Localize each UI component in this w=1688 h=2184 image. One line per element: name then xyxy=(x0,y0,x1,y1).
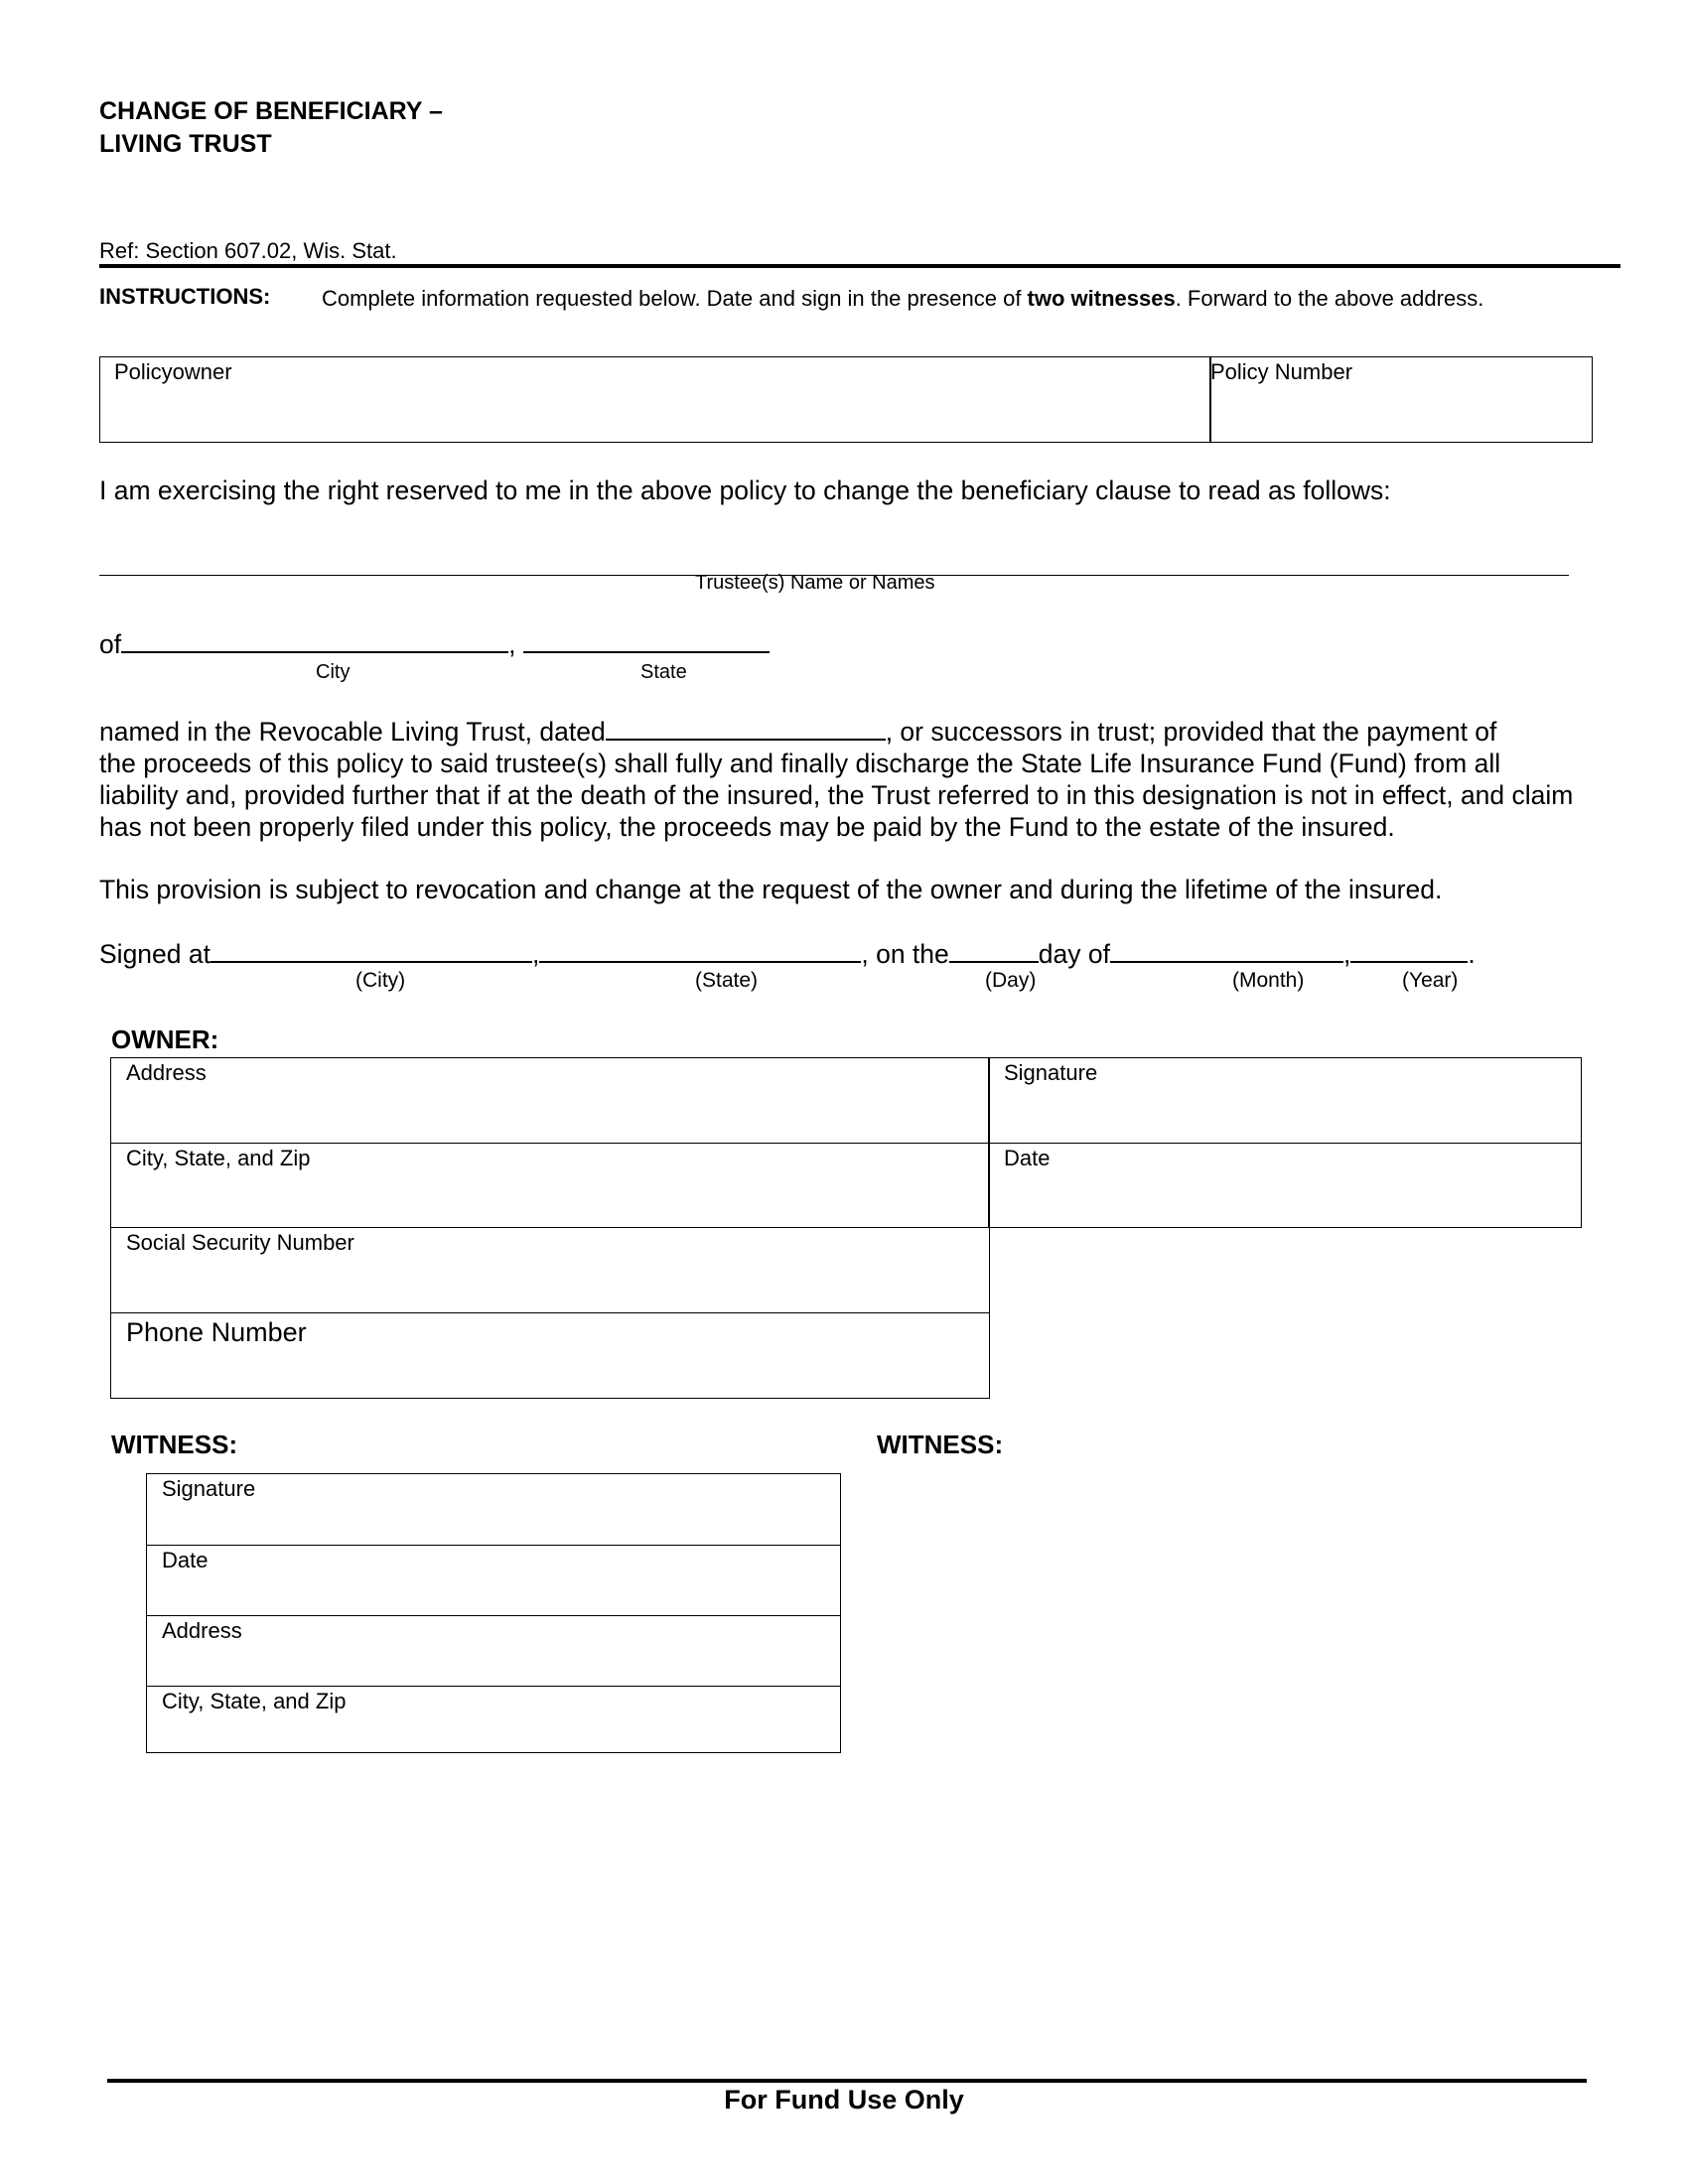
trust-date-blank[interactable] xyxy=(606,715,886,741)
statute-reference: Ref: Section 607.02, Wis. Stat. xyxy=(99,238,397,263)
signed-at-label: Signed at xyxy=(99,939,211,969)
signed-day-blank[interactable] xyxy=(949,937,1039,963)
owner-date-label: Date xyxy=(1004,1146,1051,1170)
policyowner-label: Policyowner xyxy=(114,359,232,384)
trust-dated-pre: named in the Revocable Living Trust, dated xyxy=(99,717,606,747)
signed-day-of: day of xyxy=(1038,939,1110,969)
of-label: of xyxy=(99,629,122,659)
header-divider xyxy=(99,264,1620,268)
witness-date-label: Date xyxy=(162,1548,209,1572)
title-line-1: CHANGE OF BENEFICIARY – xyxy=(99,97,443,125)
signed-at-row xyxy=(99,937,1476,970)
instructions-label: INSTRUCTIONS: xyxy=(99,284,271,309)
owner-heading: OWNER: xyxy=(111,1024,219,1054)
signed-month-caption: (Month) xyxy=(1232,969,1305,992)
owner-address-field[interactable] xyxy=(110,1057,990,1144)
signed-state-blank[interactable] xyxy=(539,937,861,963)
policyowner-field[interactable] xyxy=(99,356,1211,443)
signed-year-blank[interactable] xyxy=(1350,937,1468,963)
witness-address-field[interactable] xyxy=(146,1615,841,1687)
trustee-location-row xyxy=(99,627,770,660)
witness-signature-label: Signature xyxy=(162,1476,256,1501)
signed-state-caption: (State) xyxy=(695,969,759,992)
trustee-caption: Trustee(s) Name or Names xyxy=(695,572,935,594)
trustee-state-blank[interactable] xyxy=(523,627,770,653)
owner-ssn-field[interactable] xyxy=(110,1227,990,1313)
witness-signature-field[interactable] xyxy=(146,1473,841,1546)
signed-day-caption: (Day) xyxy=(985,969,1037,992)
state-caption: State xyxy=(640,661,687,683)
of-comma: , xyxy=(508,629,516,659)
city-caption: City xyxy=(316,661,351,683)
instructions-post: . Forward to the above address. xyxy=(1175,286,1484,311)
signed-comma-1: , xyxy=(531,939,540,969)
witness-city-state-zip-label: City, State, and Zip xyxy=(162,1689,347,1713)
witness-address-label: Address xyxy=(162,1618,242,1643)
owner-date-field[interactable] xyxy=(988,1143,1582,1228)
signed-comma-2: , xyxy=(1342,939,1351,969)
beneficiary-intro: I am exercising the right reserved to me in the above policy to change the beneficiary clause to read as follows: xyxy=(99,476,1391,505)
witness-date-field[interactable] xyxy=(146,1545,841,1616)
instructions-text xyxy=(322,284,1603,313)
trust-paragraph-line1 xyxy=(99,715,1599,748)
instructions-pre: Complete information requested below. Date and sign in the presence of xyxy=(322,286,1028,311)
owner-city-state-zip-label: City, State, and Zip xyxy=(126,1146,311,1170)
footer-divider xyxy=(107,2079,1587,2083)
witness-heading-right: WITNESS: xyxy=(877,1430,1004,1459)
trustee-city-blank[interactable] xyxy=(121,627,508,653)
owner-address-label: Address xyxy=(126,1060,207,1085)
trust-dated-post: , or successors in trust; provided that the payment of xyxy=(885,717,1497,747)
owner-signature-field[interactable] xyxy=(988,1057,1582,1144)
owner-phone-label: Phone Number xyxy=(126,1317,307,1347)
revocation-text: This provision is subject to revocation and change at the request of the owner and during the lifetime of the insured. xyxy=(99,875,1443,904)
signed-on-the: , on the xyxy=(861,939,949,969)
signed-period: . xyxy=(1468,939,1476,969)
policy-number-field[interactable] xyxy=(1209,356,1593,443)
signed-city-caption: (City) xyxy=(355,969,406,992)
owner-ssn-label: Social Security Number xyxy=(126,1230,354,1255)
signed-month-blank[interactable] xyxy=(1110,937,1343,963)
form-title xyxy=(99,95,443,161)
policy-number-label: Policy Number xyxy=(1210,359,1353,384)
witness-heading-left: WITNESS: xyxy=(111,1430,238,1459)
witness-city-state-zip-field[interactable] xyxy=(146,1686,841,1753)
fund-use-only: For Fund Use Only xyxy=(724,2085,964,2115)
signed-city-blank[interactable] xyxy=(211,937,532,963)
title-line-2: LIVING TRUST xyxy=(99,130,272,158)
instructions-emphasis: two witnesses xyxy=(1027,286,1176,311)
trust-paragraph-rest: the proceeds of this policy to said trustee(s) shall fully and finally discharge the State Life Insurance Fund (Fund) from all liability and, provided further that if at the death of the insured, the Trust referred to in this designation is not in effect, and claim has not been properly filed under this policy, the proceeds may be paid by the Fund to the estate of the insured. xyxy=(99,749,1574,842)
owner-phone-field[interactable] xyxy=(110,1312,990,1399)
trust-paragraph xyxy=(99,715,1599,843)
signed-year-caption: (Year) xyxy=(1402,969,1459,992)
owner-city-state-zip-field[interactable] xyxy=(110,1143,990,1228)
owner-signature-label: Signature xyxy=(1004,1060,1098,1085)
